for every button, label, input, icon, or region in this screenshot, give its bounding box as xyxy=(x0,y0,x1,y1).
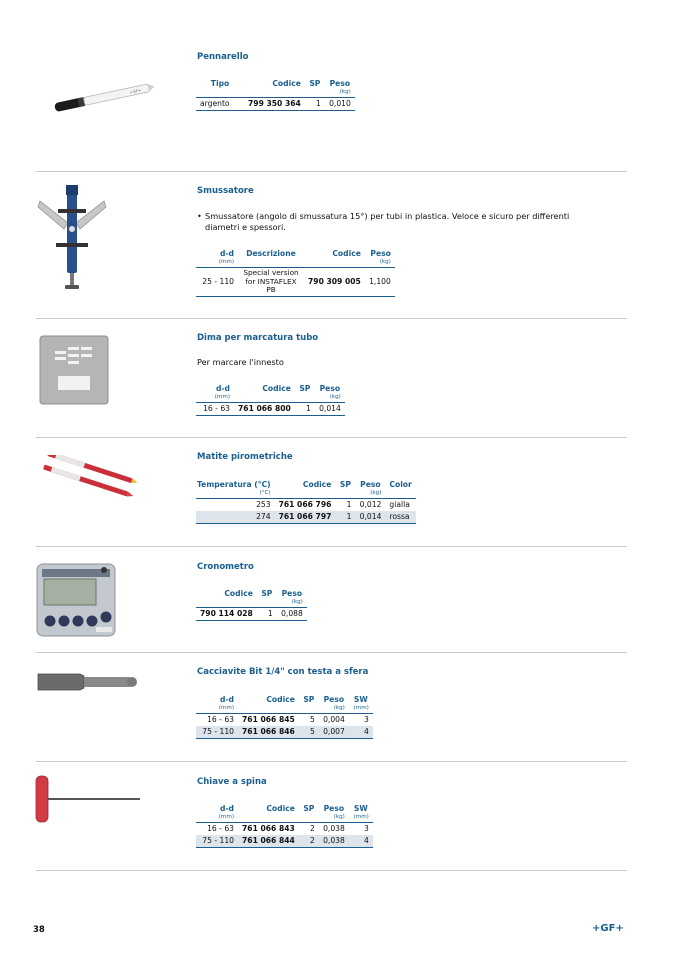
bullet-dot-icon: • xyxy=(197,211,202,221)
stopwatch-image xyxy=(36,561,116,637)
table-units: (mm) (kg) xyxy=(196,259,395,268)
page-number: 38 xyxy=(33,925,45,935)
table-row: 253 761 066 796 1 0,012 gialla xyxy=(256,500,410,509)
table-row: 16 - 63 761 066 843 2 0,038 3 xyxy=(207,824,369,833)
table-units: (kg) xyxy=(196,89,355,98)
header-tipo: Tipo xyxy=(210,79,230,88)
table-row: 790 114 028 1 0,088 xyxy=(196,608,307,621)
thermo-pencils-image xyxy=(36,455,142,505)
spec-table xyxy=(196,479,416,524)
table-units: (mm) (kg) (mm) xyxy=(196,705,373,714)
description-text: Per marcare l'innesto xyxy=(197,357,284,367)
table-row: 25 - 110 Special version for INSTAFLEX PB 790 309 005 1,100 xyxy=(196,268,395,297)
section-title: Dima per marcatura tubo xyxy=(197,333,319,343)
svg-text:+GF+: +GF+ xyxy=(128,87,142,95)
table-row: 16 - 63 761 066 800 1 0,014 xyxy=(196,403,345,416)
ball-head-bit-image xyxy=(36,670,140,694)
table-row: 16 - 63 761 066 845 5 0,004 3 xyxy=(207,715,369,724)
spec-table xyxy=(196,78,355,111)
table-row: 75 - 110 761 066 846 5 0,007 4 xyxy=(196,726,373,739)
section-title: Matite pirometriche xyxy=(197,452,293,462)
divider xyxy=(36,437,627,438)
table-header: d-d Codice SP Peso xyxy=(215,384,341,393)
spec-table xyxy=(196,694,373,739)
divider xyxy=(36,546,627,547)
table-header: Temperatura (°C) Codice SP Peso Color xyxy=(197,480,412,489)
table-units: (mm) (kg) xyxy=(196,394,345,403)
divider xyxy=(36,171,627,172)
divider xyxy=(36,761,627,762)
table-units: (kg) xyxy=(196,599,307,608)
section-title: Smussatore xyxy=(197,186,254,196)
table-header: d-d Codice SP Peso SW xyxy=(219,695,368,704)
section-title: Cronometro xyxy=(197,562,254,572)
header-peso: Peso xyxy=(329,79,351,88)
divider xyxy=(36,870,627,871)
chamfering-tool-image xyxy=(36,183,108,295)
description-cell: Special version for INSTAFLEX PB xyxy=(238,268,304,297)
section-title: Chiave a spina xyxy=(197,777,267,787)
spec-table xyxy=(196,588,307,621)
spec-table xyxy=(196,803,373,848)
section-title: Pennarello xyxy=(197,52,249,62)
table-units: (mm) (kg) (mm) xyxy=(196,814,373,823)
header-codice: Codice xyxy=(272,79,301,88)
marking-template-image xyxy=(38,334,110,406)
t-handle-key-image xyxy=(34,774,142,826)
table-header: Codice SP Peso xyxy=(224,589,303,598)
divider xyxy=(36,318,627,319)
spec-table xyxy=(196,248,395,297)
table-units: (°C) (kg) xyxy=(196,490,416,499)
table-header: d-d Codice SP Peso SW xyxy=(219,804,368,813)
header-sp: SP xyxy=(309,79,321,88)
section-title: Cacciavite Bit 1/4" con testa a sfera xyxy=(197,667,369,677)
table-row: 75 - 110 761 066 844 2 0,038 4 xyxy=(196,835,373,848)
table-header xyxy=(196,78,355,89)
gf-logo: +GF+ xyxy=(592,923,624,934)
divider xyxy=(36,652,627,653)
table-row: 274 761 066 797 1 0,014 rossa xyxy=(196,511,416,524)
spec-table xyxy=(196,383,345,416)
marker-pen-image xyxy=(48,80,158,116)
table-header: d-d Descrizione Codice Peso xyxy=(219,249,391,258)
table-row: argento 799 350 364 1 0,010 xyxy=(196,98,355,111)
